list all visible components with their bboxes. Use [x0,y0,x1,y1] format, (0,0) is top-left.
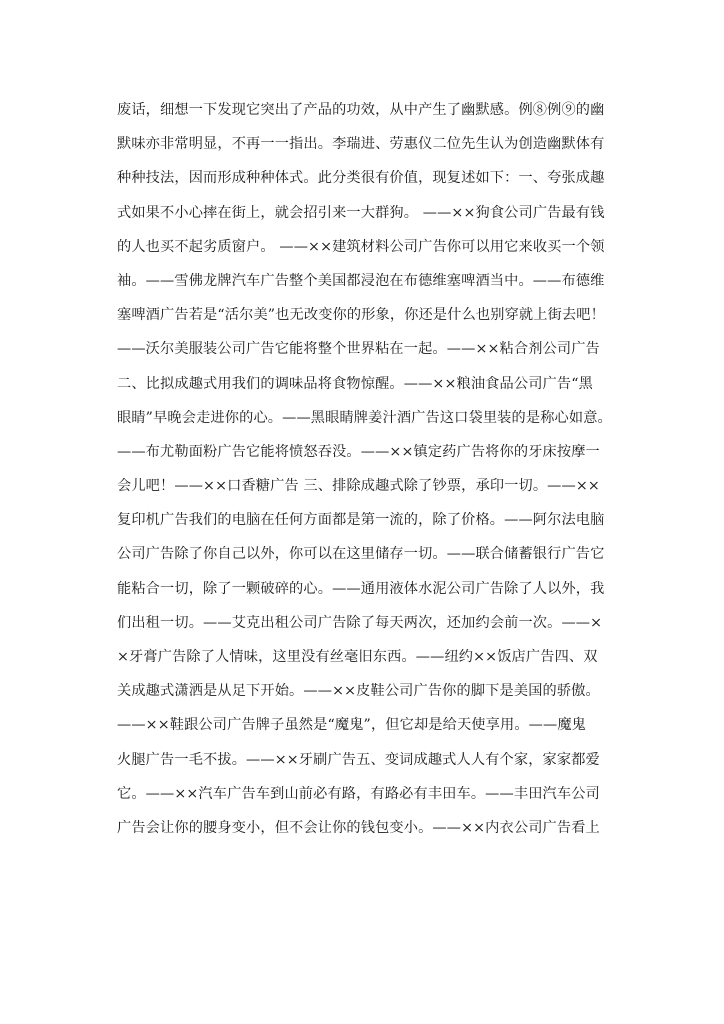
text-line: 默味亦非常明显，不再一一指出。李瑞进、劳惠仪二位先生认为创造幽默体有 [117,136,605,153]
text-line: 的人也买不起劣质窗户。 ——××建筑材料公司广告你可以用它来收买一个领 [117,238,605,255]
text-line: 公司广告除了你自己以外，你可以在这里储存一切。——联合储蓄银行广告它 [117,546,605,563]
text-line: 废话，细想一下发现它突出了产品的功效，从中产生了幽默感。例⑧例⑨的幽 [117,102,605,118]
text-line: 塞啤酒广告若是“活尔美”也无改变你的形象，你还是什么也别穿就上街去吧！ [117,307,605,324]
text-line: 火腿广告一毛不拔。——××牙刷广告五、变词成趣式人人有个家，家家都爱 [117,751,600,768]
text-line: ——沃尔美服装公司广告它能将整个世界粘在一起。——××粘合剂公司广告 [117,341,600,358]
text-line: 会儿吧！——××口香糖广告 三、排除成趣式除了钞票，承印一切。——×× [117,478,600,495]
text-line: 能粘合一切，除了一颗破碎的心。——通用液体水泥公司广告除了人以外，我 [117,580,605,597]
text-line: 式如果不小心摔在街上，就会招引来一大群狗。 ——××狗食公司广告最有钱 [117,204,605,221]
text-line: ——××鞋跟公司广告牌子虽然是“魔鬼”，但它却是给天使享用。——魔鬼 [117,717,587,734]
text-line: ×牙膏广告除了人情味，这里没有丝毫旧东西。——纽约××饭店广告四、双 [117,649,598,665]
text-line: 复印机广告我们的电脑在任何方面都是第一流的，除了价格。——阿尔法电脑 [117,512,605,529]
text-line: 关成趣式潇洒是从足下开始。——××皮鞋公司广告你的脚下是美国的骄傲。 [117,683,600,700]
text-line: ——布尤勒面粉广告它能将愤怒吞没。——××镇定药广告将你的牙床按摩一 [117,443,600,460]
text-line: 们出租一切。——艾克出租公司广告除了每天两次，还加约会前一次。——× [117,614,603,631]
text-line: 它。——××汽车广告车到山前必有路，有路必有丰田车。——丰田汽车公司 [117,785,600,802]
text-line: 袖。——雪佛龙牌汽车广告整个美国都浸泡在布德维塞啤酒当中。——布德维 [117,272,605,289]
text-line: 眼睛”早晚会走进你的心。——黑眼睛牌姜汁酒广告这口袋里装的是称心如意。 [117,409,612,426]
text-line: 二、比拟成趣式用我们的调味品将食物惊醒。——××粮油食品公司广告“黑 [117,375,593,392]
body-text [117,93,623,845]
text-line: 种种技法，因而形成种种体式。此分类很有价值，现复述如下：一、夸张成趣 [117,170,605,187]
text-line: 广告会让你的腰身变小，但不会让你的钱包变小。——××内衣公司广告看上 [117,819,600,836]
